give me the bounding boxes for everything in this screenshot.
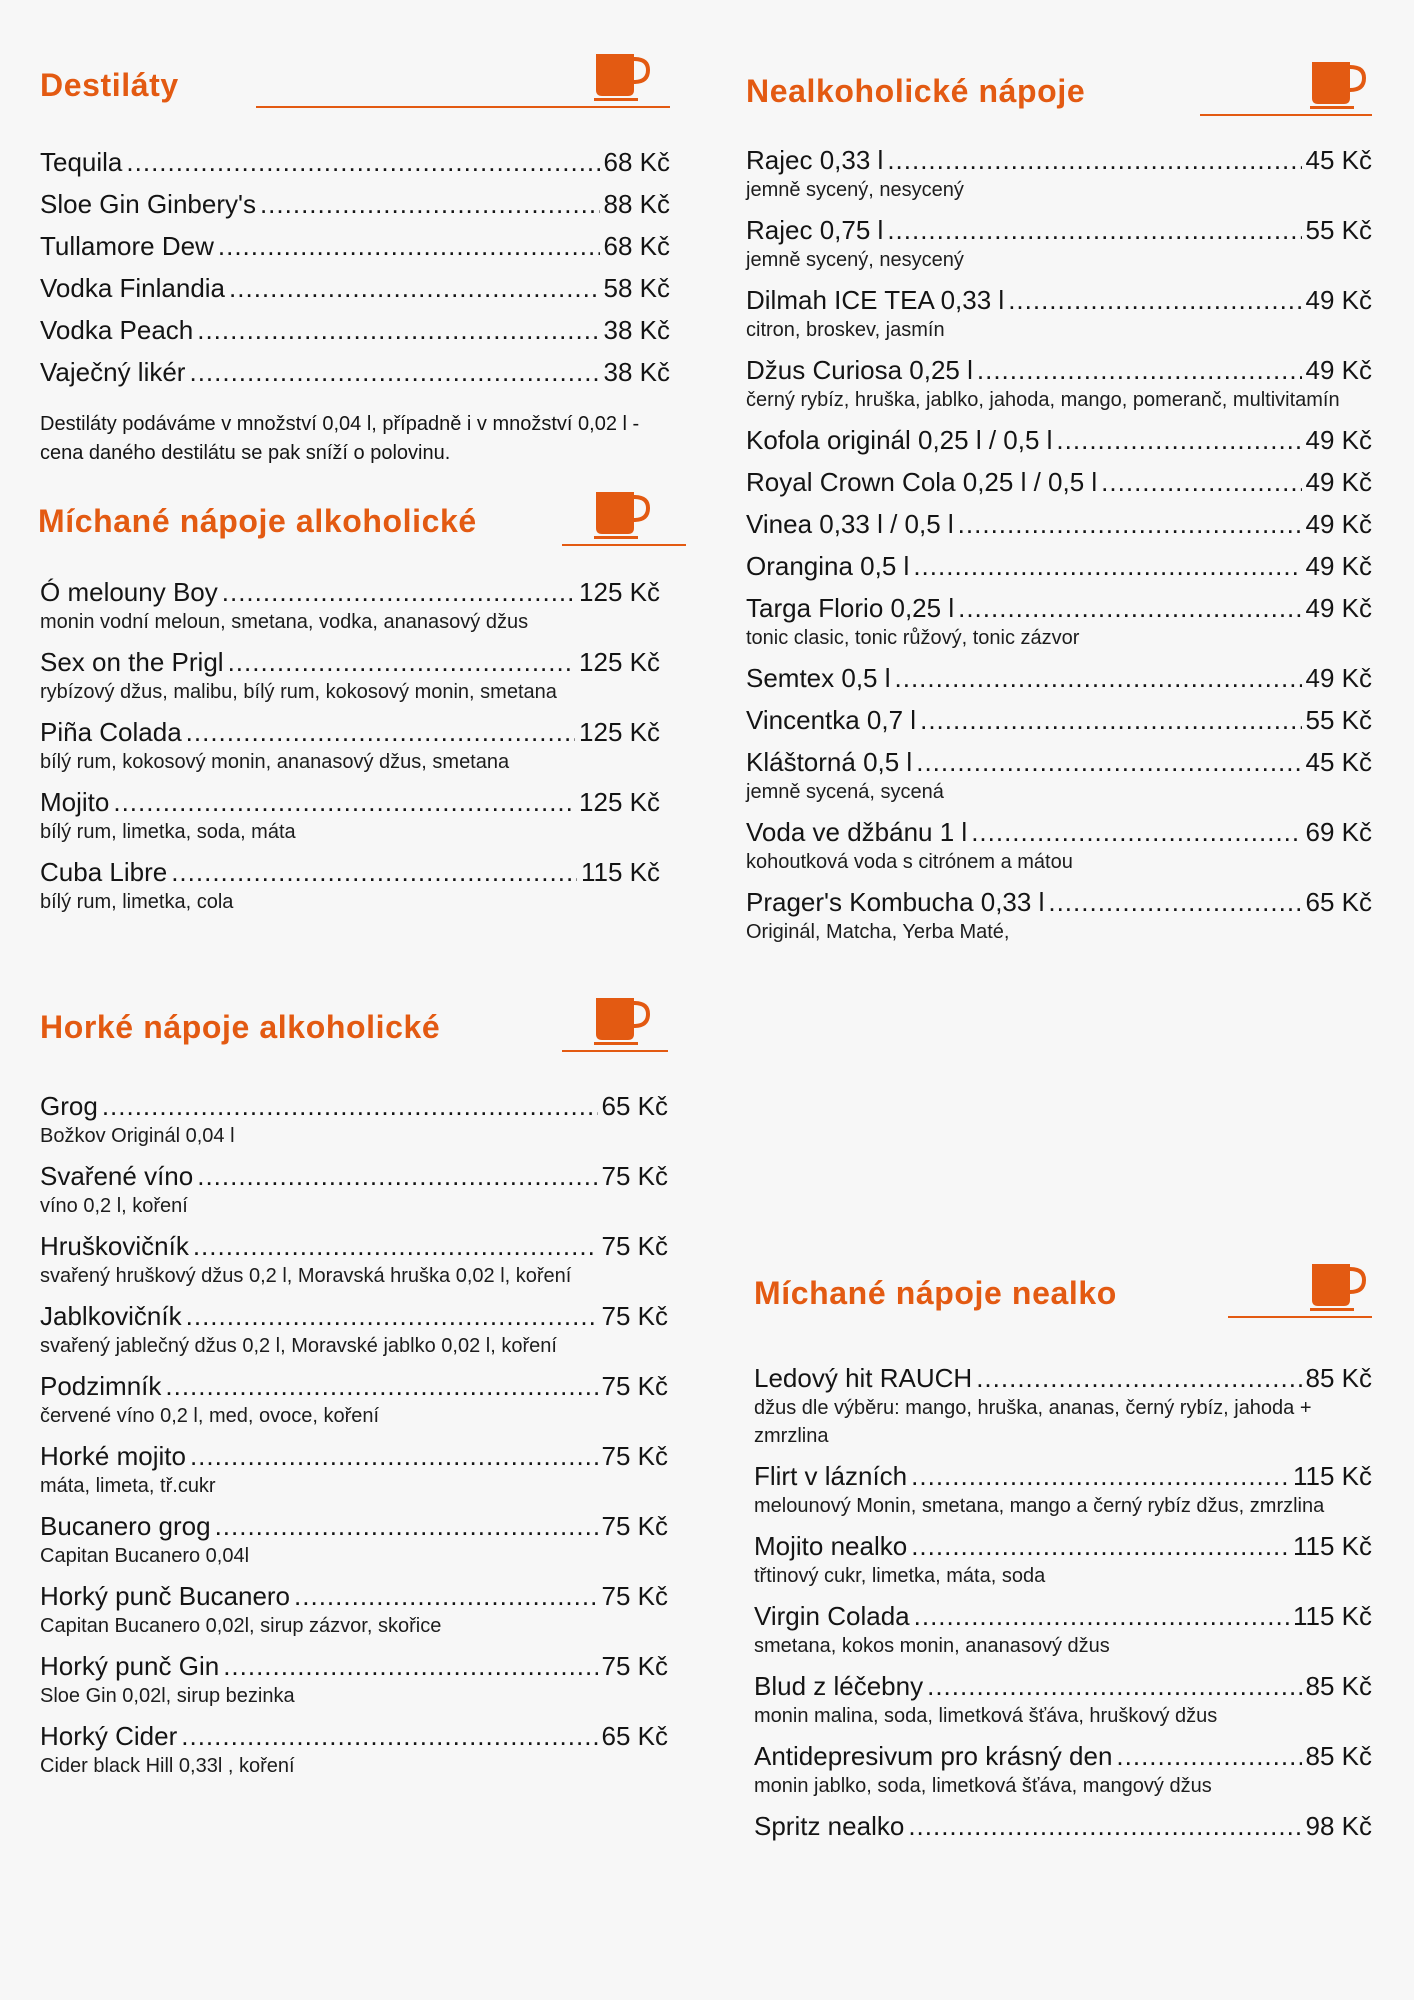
menu-item-price: 75 Kč	[601, 1301, 668, 1331]
menu-item-price: 38 Kč	[603, 357, 670, 387]
menu-item	[746, 508, 1372, 540]
menu-item-price: 75 Kč	[601, 1651, 668, 1681]
dot-leader	[193, 1230, 598, 1262]
menu-item-row	[40, 856, 660, 888]
menu-item	[754, 1460, 1372, 1520]
menu-item	[40, 1510, 668, 1570]
menu-item	[746, 886, 1372, 946]
section-destilaty	[40, 52, 670, 468]
menu-item-row	[746, 592, 1372, 624]
item-list	[746, 144, 1372, 946]
dot-leader	[197, 314, 599, 346]
menu-item-price: 115 Kč	[1292, 1531, 1372, 1561]
menu-item-row	[754, 1740, 1372, 1772]
section-header	[40, 996, 668, 1052]
menu-item-row	[754, 1530, 1372, 1562]
menu-item	[40, 188, 670, 220]
menu-item	[40, 314, 670, 346]
menu-item-description: Originál, Matcha, Yerba Maté,	[746, 921, 1010, 943]
menu-item-price: 98 Kč	[1305, 1811, 1372, 1841]
menu-item-name: Vincentka 0,7 l	[746, 705, 917, 735]
menu-item	[40, 356, 670, 388]
dot-leader	[977, 354, 1302, 386]
dot-leader	[895, 662, 1302, 694]
menu-item-price: 85 Kč	[1305, 1363, 1372, 1393]
menu-item	[746, 816, 1372, 876]
dot-leader	[186, 716, 575, 748]
menu-item	[40, 272, 670, 304]
menu-item	[40, 230, 670, 262]
section-title: Destiláty	[40, 67, 179, 103]
section-horke-alkoholicke	[40, 996, 668, 1790]
dot-leader	[197, 1160, 597, 1192]
menu-item-description: víno 0,2 l, koření	[40, 1195, 188, 1217]
menu-item-price: 125 Kč	[579, 717, 660, 747]
dot-leader	[229, 272, 599, 304]
menu-item-row	[754, 1362, 1372, 1394]
menu-item-description: bílý rum, limetka, cola	[40, 891, 234, 913]
menu-item-price: 49 Kč	[1305, 593, 1372, 623]
menu-item-price: 88 Kč	[603, 189, 670, 219]
menu-item-price: 49 Kč	[1305, 551, 1372, 581]
menu-item-description: jemně sycený, nesycený	[746, 179, 964, 201]
dot-leader	[911, 1460, 1289, 1492]
menu-item-row	[40, 1160, 668, 1192]
dot-leader	[228, 646, 575, 678]
menu-item-name: Jablkovičník	[40, 1301, 182, 1331]
menu-item-name: Vaječný likér	[40, 357, 186, 387]
menu-item-description: černý rybíz, hruška, jablko, jahoda, mango, pomeranč, multivitamín	[746, 389, 1340, 411]
menu-item-name: Prager's Kombucha 0,33 l	[746, 887, 1045, 917]
menu-item-row	[40, 786, 660, 818]
menu-item-price: 75 Kč	[601, 1511, 668, 1541]
dot-leader	[189, 356, 599, 388]
section-michane-alkoholicke	[40, 490, 660, 926]
menu-item-name: Dilmah ICE TEA 0,33 l	[746, 285, 1005, 315]
menu-item-name: Podzimník	[40, 1371, 162, 1401]
menu-item	[40, 1650, 668, 1710]
menu-item-price: 65 Kč	[601, 1721, 668, 1751]
menu-item-name: Horký Cider	[40, 1721, 178, 1751]
menu-item-description: Capitan Bucanero 0,02l, sirup zázvor, skořice	[40, 1615, 442, 1637]
menu-item-name: Ó melouny Boy	[40, 577, 218, 607]
menu-item-row	[746, 144, 1372, 176]
menu-item-name: Tequila	[40, 147, 123, 177]
menu-item-price: 125 Kč	[579, 787, 660, 817]
menu-item	[754, 1600, 1372, 1660]
section-title: Míchané nápoje nealko	[754, 1275, 1117, 1311]
section-header	[754, 1262, 1372, 1318]
section-header	[40, 490, 660, 546]
menu-item-name: Virgin Colada	[754, 1601, 910, 1631]
menu-item-row	[746, 662, 1372, 694]
menu-item-row	[754, 1600, 1372, 1632]
menu-item	[754, 1740, 1372, 1800]
dot-leader	[113, 786, 575, 818]
menu-item	[746, 284, 1372, 344]
menu-item-name: Blud z léčebny	[754, 1671, 924, 1701]
menu-item-row	[40, 356, 670, 388]
menu-item-name: Horké mojito	[40, 1441, 186, 1471]
menu-item-price: 75 Kč	[601, 1581, 668, 1611]
menu-item-row	[40, 1300, 668, 1332]
menu-item-price: 45 Kč	[1305, 747, 1372, 777]
menu-item-name: Vodka Finlandia	[40, 273, 226, 303]
menu-item	[746, 466, 1372, 498]
dot-leader	[913, 550, 1301, 582]
section-header	[40, 52, 670, 108]
menu-item-name: Rajec 0,33 l	[746, 145, 884, 175]
dot-leader	[887, 214, 1301, 246]
divider	[562, 1050, 668, 1052]
menu-item	[754, 1530, 1372, 1590]
menu-item-name: Flirt v lázních	[754, 1461, 908, 1491]
dot-leader	[1101, 466, 1301, 498]
menu-item-name: Džus Curiosa 0,25 l	[746, 355, 973, 385]
menu-item-name: Cuba Libre	[40, 857, 168, 887]
dot-leader	[260, 188, 600, 220]
menu-item-description: Božkov Originál 0,04 l	[40, 1125, 235, 1147]
dot-leader	[958, 592, 1301, 624]
menu-item-row	[746, 886, 1372, 918]
menu-item	[40, 1440, 668, 1500]
menu-item-row	[746, 284, 1372, 316]
menu-item-name: Mojito nealko	[754, 1531, 908, 1561]
menu-item	[40, 646, 660, 706]
menu-item-name: Sloe Gin Ginbery's	[40, 189, 256, 219]
menu-item-description: tonic clasic, tonic růžový, tonic zázvor	[746, 627, 1080, 649]
menu-item-description: džus dle výběru: mango, hruška, ananas, černý rybíz, jahoda + zmrzlina	[754, 1397, 1312, 1447]
menu-item-row	[40, 646, 660, 678]
menu-item-description: monin jablko, soda, limetková šťáva, mangový džus	[754, 1775, 1212, 1797]
menu-item-description: kohoutková voda s citrónem a mátou	[746, 851, 1073, 873]
menu-item-name: Hruškovičník	[40, 1231, 189, 1261]
menu-item-name: Orangina 0,5 l	[746, 551, 910, 581]
item-list	[40, 1090, 668, 1780]
menu-item	[40, 1090, 668, 1150]
menu-item	[746, 704, 1372, 736]
menu-item-row	[40, 272, 670, 304]
menu-item-description: Capitan Bucanero 0,04l	[40, 1545, 250, 1567]
menu-item-row	[754, 1670, 1372, 1702]
dot-leader	[927, 1670, 1301, 1702]
dot-leader	[976, 1362, 1301, 1394]
section-michane-nealko	[754, 1262, 1372, 1852]
menu-item-description: bílý rum, kokosový monin, ananasový džus, smetana	[40, 751, 510, 773]
menu-item-description: monin malina, soda, limetková šťáva, hruškový džus	[754, 1705, 1218, 1727]
menu-item-description: Sloe Gin 0,02l, sirup bezinka	[40, 1685, 295, 1707]
dot-leader	[171, 856, 577, 888]
menu-item-row	[40, 716, 660, 748]
menu-item	[40, 1230, 668, 1290]
menu-item-name: Grog	[40, 1091, 98, 1121]
menu-item-description: svařený jablečný džus 0,2 l, Moravské jablko 0,02 l, koření	[40, 1335, 557, 1357]
menu-item-description: máta, limeta, tř.cukr	[40, 1475, 216, 1497]
menu-item-name: Horký punč Bucanero	[40, 1581, 291, 1611]
menu-item-row	[746, 466, 1372, 498]
menu-item-row	[40, 1440, 668, 1472]
menu-item-name: Sex on the Prigl	[40, 647, 224, 677]
menu-item-name: Vodka Peach	[40, 315, 194, 345]
menu-item-description: jemně sycená, sycená	[746, 781, 944, 803]
menu-item-price: 49 Kč	[1305, 425, 1372, 455]
coffee-cup-icon	[594, 488, 650, 542]
menu-item-price: 38 Kč	[603, 315, 670, 345]
divider	[1200, 114, 1372, 116]
menu-item	[40, 1300, 668, 1360]
menu-item-name: Piña Colada	[40, 717, 182, 747]
menu-item	[40, 856, 660, 916]
menu-item-price: 125 Kč	[579, 647, 660, 677]
menu-item-description: monin vodní meloun, smetana, vodka, ananasový džus	[40, 611, 529, 633]
menu-item-description: bílý rum, limetka, soda, máta	[40, 821, 296, 843]
menu-item	[754, 1362, 1372, 1450]
menu-item-name: Horký punč Gin	[40, 1651, 220, 1681]
menu-item	[746, 592, 1372, 652]
section-header	[746, 60, 1372, 116]
menu-item-row	[746, 816, 1372, 848]
section-title: Horké nápoje alkoholické	[40, 1009, 441, 1045]
menu-item-row	[40, 146, 670, 178]
menu-item	[40, 1160, 668, 1220]
divider	[256, 106, 670, 108]
menu-item-row	[754, 1810, 1372, 1842]
menu-item-price: 49 Kč	[1305, 663, 1372, 693]
menu-item	[40, 1580, 668, 1640]
menu-item	[40, 1720, 668, 1780]
menu-item-name: Kofola originál 0,25 l / 0,5 l	[746, 425, 1053, 455]
menu-item	[746, 214, 1372, 274]
dot-leader	[1056, 424, 1301, 456]
dot-leader	[218, 230, 600, 262]
item-list	[40, 146, 670, 388]
menu-item-name: Antidepresivum pro krásný den	[754, 1741, 1113, 1771]
menu-item-price: 68 Kč	[603, 147, 670, 177]
menu-item	[754, 1670, 1372, 1730]
menu-item	[40, 1370, 668, 1430]
menu-item	[746, 550, 1372, 582]
menu-item-name: Ledový hit RAUCH	[754, 1363, 973, 1393]
dot-leader	[223, 1650, 597, 1682]
dot-leader	[294, 1580, 597, 1612]
menu-item-row	[40, 1720, 668, 1752]
dot-leader	[1048, 886, 1301, 918]
section-nealkoholicke	[746, 60, 1372, 956]
menu-item-row	[40, 1230, 668, 1262]
section-note: Destiláty podáváme v množství 0,04 l, případně i v množství 0,02 l - cena daného destilátu se pak sníží o polovinu.	[40, 413, 640, 464]
menu-item-price: 65 Kč	[601, 1091, 668, 1121]
dot-leader	[1116, 1740, 1301, 1772]
menu-item-row	[40, 230, 670, 262]
menu-item	[746, 354, 1372, 414]
menu-item-price: 75 Kč	[601, 1441, 668, 1471]
menu-item-row	[746, 704, 1372, 736]
menu-item-description: Cider black Hill 0,33l , koření	[40, 1755, 295, 1777]
dot-leader	[908, 1810, 1301, 1842]
menu-item	[40, 786, 660, 846]
dot-leader	[190, 1440, 598, 1472]
menu-item-name: Tullamore Dew	[40, 231, 214, 261]
dot-leader	[126, 146, 599, 178]
coffee-cup-icon	[594, 50, 650, 104]
menu-item-row	[746, 508, 1372, 540]
menu-item	[746, 144, 1372, 204]
dot-leader	[222, 576, 575, 608]
menu-item-description: svařený hruškový džus 0,2 l, Moravská hruška 0,02 l, koření	[40, 1265, 572, 1287]
menu-item-price: 115 Kč	[580, 857, 660, 887]
menu-item-price: 75 Kč	[601, 1161, 668, 1191]
divider	[562, 544, 686, 546]
coffee-cup-icon	[1310, 58, 1366, 112]
menu-item-description: jemně sycený, nesycený	[746, 249, 964, 271]
menu-item-row	[40, 1510, 668, 1542]
dot-leader	[102, 1090, 598, 1122]
menu-item-description: smetana, kokos monin, ananasový džus	[754, 1635, 1110, 1657]
menu-item-price: 45 Kč	[1305, 145, 1372, 175]
menu-item-row	[746, 354, 1372, 386]
menu-item-price: 55 Kč	[1305, 705, 1372, 735]
menu-item	[746, 424, 1372, 456]
coffee-cup-icon	[594, 994, 650, 1048]
menu-item-description: červené víno 0,2 l, med, ovoce, koření	[40, 1405, 380, 1427]
divider	[1228, 1316, 1372, 1318]
menu-item-row	[40, 1370, 668, 1402]
menu-item	[40, 146, 670, 178]
menu-item-row	[40, 188, 670, 220]
item-list	[754, 1362, 1372, 1842]
coffee-cup-icon	[1310, 1260, 1366, 1314]
menu-item	[746, 746, 1372, 806]
dot-leader	[165, 1370, 597, 1402]
section-title: Míchané nápoje alkoholické	[38, 503, 477, 539]
menu-item-price: 49 Kč	[1305, 467, 1372, 497]
menu-item-price: 58 Kč	[603, 273, 670, 303]
menu-item-description: melounový Monin, smetana, mango a černý rybíz džus, zmrzlina	[754, 1495, 1325, 1517]
menu-item-price: 65 Kč	[1305, 887, 1372, 917]
section-title: Nealkoholické nápoje	[746, 73, 1086, 109]
menu-item-price: 85 Kč	[1305, 1741, 1372, 1771]
dot-leader	[971, 816, 1301, 848]
dot-leader	[887, 144, 1301, 176]
menu-item-name: Svařené víno	[40, 1161, 194, 1191]
menu-item-name: Semtex 0,5 l	[746, 663, 891, 693]
dot-leader	[1008, 284, 1301, 316]
menu-item-description: citron, broskev, jasmín	[746, 319, 945, 341]
menu-item-row	[40, 1580, 668, 1612]
menu-item-price: 49 Kč	[1305, 509, 1372, 539]
dot-leader	[181, 1720, 597, 1752]
menu-item-price: 75 Kč	[601, 1231, 668, 1261]
menu-item-row	[40, 1090, 668, 1122]
menu-item-name: Kláštorná 0,5 l	[746, 747, 913, 777]
dot-leader	[920, 704, 1301, 736]
menu-item-price: 85 Kč	[1305, 1671, 1372, 1701]
menu-item-price: 125 Kč	[579, 577, 660, 607]
menu-item-description: rybízový džus, malibu, bílý rum, kokosový monin, smetana	[40, 681, 557, 703]
menu-item-row	[40, 1650, 668, 1682]
menu-item-price: 115 Kč	[1292, 1601, 1372, 1631]
menu-item-price: 69 Kč	[1305, 817, 1372, 847]
dot-leader	[911, 1530, 1289, 1562]
dot-leader	[916, 746, 1301, 778]
menu-item-row	[40, 314, 670, 346]
menu-item-name: Rajec 0,75 l	[746, 215, 884, 245]
menu-item	[746, 662, 1372, 694]
menu-item-row	[746, 746, 1372, 778]
dot-leader	[215, 1510, 598, 1542]
dot-leader	[186, 1300, 598, 1332]
menu-item-name: Bucanero grog	[40, 1511, 211, 1541]
menu-item-price: 115 Kč	[1292, 1461, 1372, 1491]
menu-item-name: Targa Florio 0,25 l	[746, 593, 955, 623]
menu-item-name: Voda ve džbánu 1 l	[746, 817, 968, 847]
menu-item-name: Vinea 0,33 l / 0,5 l	[746, 509, 954, 539]
dot-leader	[914, 1600, 1289, 1632]
menu-item-row	[40, 576, 660, 608]
menu-item-name: Spritz nealko	[754, 1811, 905, 1841]
menu-item-price: 75 Kč	[601, 1371, 668, 1401]
menu-item-name: Mojito	[40, 787, 110, 817]
menu-item-row	[746, 424, 1372, 456]
menu-item	[40, 576, 660, 636]
menu-item-price: 49 Kč	[1305, 285, 1372, 315]
menu-item-description: třtinový cukr, limetka, máta, soda	[754, 1565, 1046, 1587]
menu-item	[754, 1810, 1372, 1842]
menu-item-price: 68 Kč	[603, 231, 670, 261]
menu-item-price: 55 Kč	[1305, 215, 1372, 245]
menu-item-name: Royal Crown Cola 0,25 l / 0,5 l	[746, 467, 1098, 497]
dot-leader	[958, 508, 1302, 540]
menu-item-row	[746, 550, 1372, 582]
menu-item-price: 49 Kč	[1305, 355, 1372, 385]
menu-item-row	[754, 1460, 1372, 1492]
menu-item	[40, 716, 660, 776]
item-list	[40, 576, 660, 916]
menu-item-row	[746, 214, 1372, 246]
